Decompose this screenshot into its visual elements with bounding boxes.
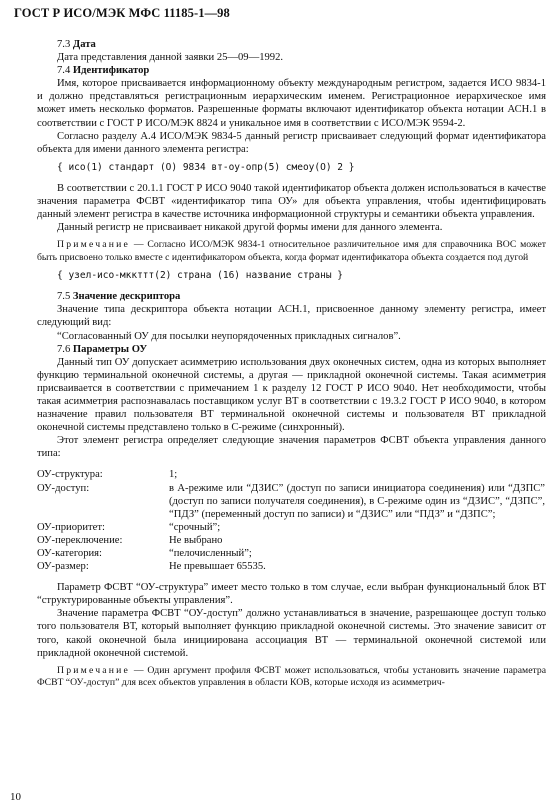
param-value: Не выбрано (169, 534, 223, 546)
paragraph-identifier-3: В соответствии с 20.1.1 ГОСТ Р ИСО 9040 такой идентификатор объекта должен использоваться в качестве значения параметра ФСВТ «идентификатор типа ОУ» для объекта управления, чтобы идентифицировать данный элемент регистра в качестве источника информационной структуры и семантики объекта управления. (37, 182, 546, 221)
parameters-table (37, 468, 545, 573)
paragraph-parameters-3: Параметр ФСВТ “ОУ-структура” имеет место только в том случае, если выбран функциональный блок ВТ “структурированные объекты управления”. (37, 582, 546, 607)
paragraph-descriptor-2: “Согласованный ОУ для посылки неупорядоченных прикладных сигналов”. (57, 330, 401, 342)
section-title: Дата (72, 39, 96, 50)
param-key: ОУ-переключение: (37, 534, 123, 546)
paragraph-identifier-4: Данный регистр не присваивает никакой другой формы имени для данного элемента. (57, 222, 443, 234)
paragraph-descriptor-1: Значение типа дескриптора объекта нотации АСН.1, присвоенное данному элементу регистра, имеет следующий вид: (37, 304, 546, 329)
section-number: 7.5 (57, 291, 71, 303)
section-heading-7-3 (37, 38, 546, 51)
paragraph-identifier-1: Имя, которое присваивается информационному объекту международным регистром, задается ИСО 9834-1 и должно представляться регистрационным иерархическим именем. Регистрационное иерархическое имя может иметь несколько форматов. Разрешенные форматы включают идентификатор объекта нотации АСН.1 в соответствии с ГОСТ Р ИСО/МЭК 8824 и уникальное имя в соответствии с ИСО/МЭК 9594-2. (37, 78, 546, 129)
paragraph-parameters-2: Этот элемент регистра определяет следующие значения параметров ФСВТ объекта управления данного типа: (37, 435, 546, 460)
section-number: 7.6 (57, 343, 71, 355)
object-identifier-code: { исо(1) стандарт (О) 9834 вт-оу-опр(5) смеоу(О) 2 } (57, 161, 355, 173)
param-key: ОУ-размер: (37, 561, 89, 573)
table-row (37, 521, 545, 534)
param-value: “срочный”; (169, 521, 221, 533)
arc-code: { узел-исо-мккттт(2) страна (16) название страны } (57, 270, 343, 282)
section-number: 7.3 (57, 39, 71, 50)
param-key: ОУ-структура: (37, 469, 103, 481)
table-row (37, 468, 545, 481)
section-heading-7-6 (37, 343, 546, 356)
paragraph-date: Дата представления данной заявки 25—09—1992. (57, 52, 284, 64)
section-title: Значение дескриптора (72, 291, 181, 303)
param-value: Не превышает 65535. (169, 561, 266, 573)
note-2 (37, 665, 546, 690)
section-number: 7.4 (57, 65, 71, 77)
note-text: — Один аргумент профиля ФСВТ может использоваться, чтобы установить значение параметра ФСВТ “ОУ-доступ” для всех объектов управления в области КОВ, которые исходя из асимметрич- (37, 664, 546, 689)
table-row (37, 560, 545, 573)
paragraph-identifier-2: Согласно разделу А.4 ИСО/МЭК 9834-5 данный регистр присваивает следующий формат идентификатора объекта для имени данного элемента регистра: (37, 130, 546, 155)
document-body (37, 38, 546, 690)
param-key: ОУ-приоритет: (37, 521, 105, 533)
table-row (37, 534, 545, 547)
param-value: 1; (169, 469, 178, 481)
note-text: — Согласно ИСО/МЭК 9834-1 относительное различительное имя для справочника ВОС может быть присвоено только вместе с идентификатором объекта, когда формат идентификатора объекта создается под дугой (37, 239, 546, 263)
param-key: ОУ-категория: (37, 548, 102, 559)
param-key: ОУ-доступ: (37, 482, 90, 494)
section-title: Параметры ОУ (72, 343, 148, 355)
note-label: Примечание (57, 664, 131, 676)
param-value: в А-режиме или “ДЗИС” (доступ по записи инициатора соединения) или “ДЗПС” (доступ по записи получателя соединения), в С-режиме один из “ДЗИС”, “ДЗПС”, “ПДЗ” (переменный доступ по записи) и “ДЗИС” или “ПДЗ” и “ДЗПС”; (169, 482, 545, 520)
param-value: “пелочисленный”; (169, 548, 252, 559)
table-row (37, 547, 545, 560)
section-title: Идентификатор (72, 65, 150, 77)
paragraph-parameters-4: Значение параметра ФСВТ “ОУ-доступ” должно устанавливаться в значение, разрешающее доступ только того пользователя ВТ, который выполняет функцию прикладной оконечной системы. Это значение зависит от того, какой оконечной была инициирована ассоциация ВТ — терминальной оконечной системой или прикладной оконечной системой. (37, 608, 546, 659)
running-header: ГОСТ Р ИСО/МЭК МФС 11185-1—98 (14, 6, 230, 20)
table-row (37, 482, 545, 521)
section-heading-7-5 (37, 290, 546, 303)
page-number: 10 (10, 791, 21, 803)
note-1 (37, 239, 546, 264)
section-heading-7-4 (37, 64, 546, 77)
note-label: Примечание (57, 239, 131, 251)
paragraph-parameters-1: Данный тип ОУ допускает асимметрию использования двух оконечных систем, одна из которых выполняет функцию терминальной оконечной системы, а другая — прикладной оконечной системы. Такая асимметрия присваивается в соответствии с примечанием 1 к разделу 12 ГОСТ Р ИСО 9040. Нет необходимости, чтобы такая асимметрия распознавалась поставщиком услуг ВТ в соответствии с 19.3.2 ГОСТ Р ИСО 9040, в котором назначение правил пользователя ВТ терминальной оконечной системы и пользователя ВТ прикладной оконечной системы представлено только в С-режиме (синхронный). (37, 356, 546, 434)
